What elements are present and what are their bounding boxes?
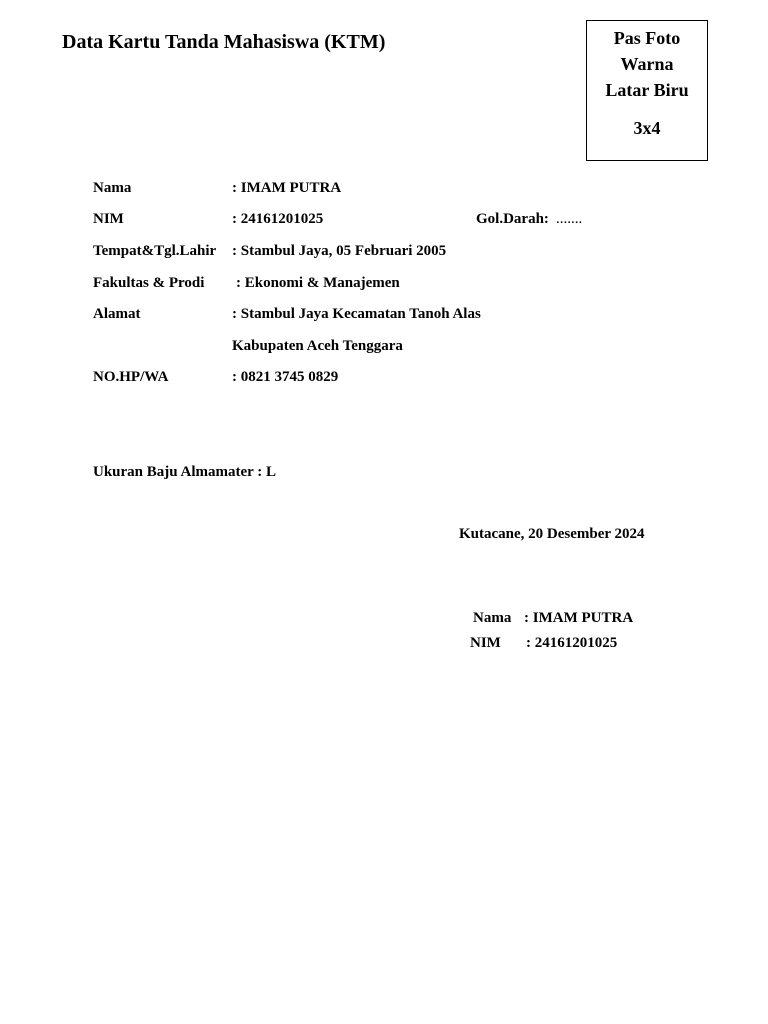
field-label-fakultas: Fakultas & Prodi (93, 275, 205, 291)
field-value-alamat-line-2: Kabupaten Aceh Tenggara (232, 338, 403, 354)
field-label-gol-darah: Gol.Darah: (476, 211, 549, 227)
photo-box-line-2: Warna (620, 54, 674, 74)
page-title: Data Kartu Tanda Mahasiswa (KTM) (62, 31, 386, 53)
field-value-nama: : IMAM PUTRA (232, 180, 342, 196)
field-label-ttl: Tempat&Tgl.Lahir (93, 243, 217, 259)
photo-placeholder-box (586, 20, 708, 161)
ukuran-baju-text: Ukuran Baju Almamater : L (93, 464, 277, 480)
field-label-nama: Nama (93, 180, 132, 196)
signature-place-date: Kutacane, 20 Desember 2024 (459, 526, 645, 542)
field-value-ttl: : Stambul Jaya, 05 Februari 2005 (232, 243, 447, 259)
signature-nim-label: NIM (470, 635, 501, 651)
photo-box-size: 3x4 (633, 118, 661, 138)
signature-nim-value: : 24161201025 (526, 635, 618, 651)
field-value-alamat-line-1: : Stambul Jaya Kecamatan Tanoh Alas (232, 306, 481, 322)
photo-box-line-3: Latar Biru (605, 80, 689, 100)
field-label-alamat: Alamat (93, 306, 141, 322)
photo-box-line-1: Pas Foto (613, 28, 681, 48)
field-label-hp: NO.HP/WA (93, 369, 169, 385)
field-value-gol-darah: ....... (556, 211, 583, 227)
field-value-nim: : 24161201025 (232, 211, 324, 227)
signature-nama-value: : IMAM PUTRA (524, 610, 634, 626)
field-label-nim: NIM (93, 211, 124, 227)
field-value-fakultas: : Ekonomi & Manajemen (236, 275, 400, 291)
field-value-hp: : 0821 3745 0829 (232, 369, 339, 385)
signature-nama-label: Nama (473, 610, 512, 626)
